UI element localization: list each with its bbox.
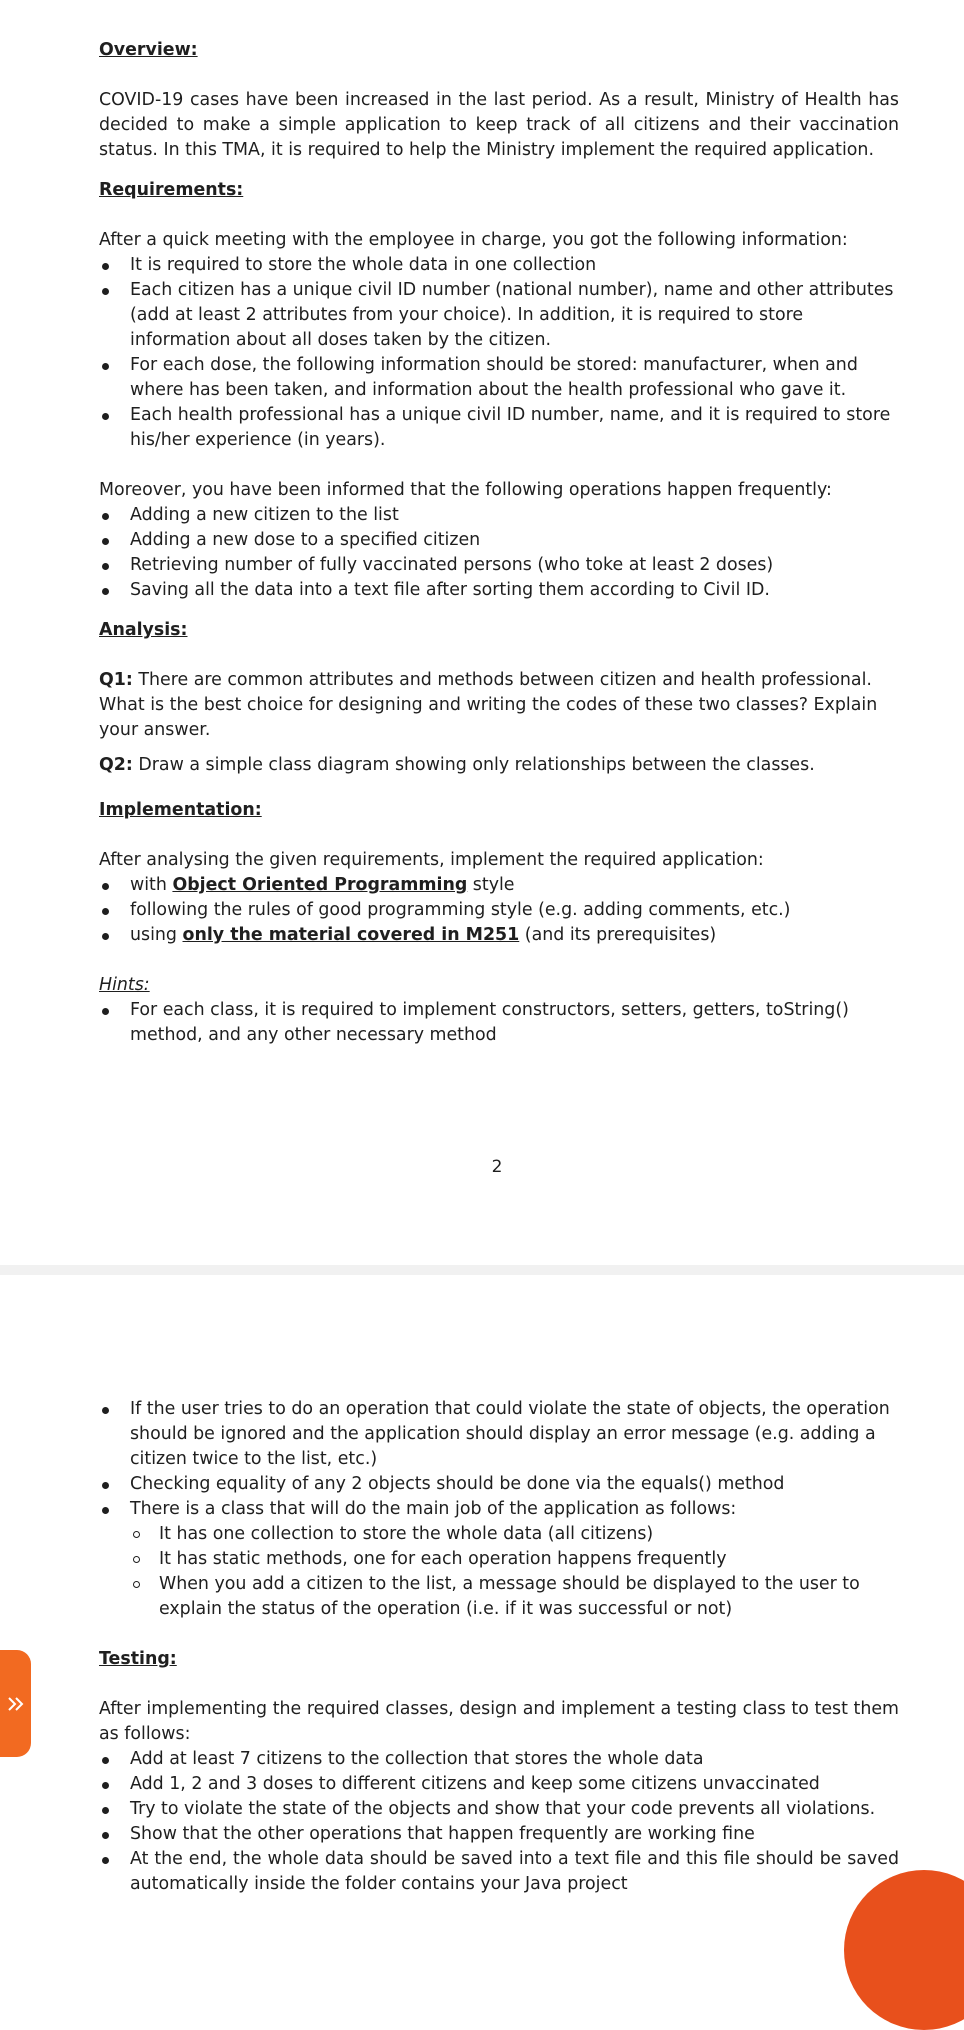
page-number: 2	[491, 1157, 503, 1177]
impl-item3-post: (and its prerequisites)	[519, 925, 717, 945]
implementation-intro: After analysing the given requirements, implement the required application:	[99, 850, 764, 870]
overview-heading: Overview:	[99, 40, 198, 60]
impl-item3-pre: using	[130, 925, 183, 945]
sub-list-item: It has one collection to store the whole data (all citizens)	[130, 1522, 899, 1547]
impl-item1-emphasis: Object Oriented Programming	[172, 875, 468, 895]
list-item: For each class, it is required to implement constructors, setters, getters, toString() method, and any other necessary method	[99, 998, 899, 1048]
impl-item3-emphasis: only the material covered in M251	[182, 925, 520, 945]
analysis-q2	[99, 753, 899, 778]
list-item: Add 1, 2 and 3 doses to different citizens and keep some citizens unvaccinated	[99, 1772, 899, 1797]
overview-text: COVID-19 cases have been increased in the last period. As a result, Ministry of Health has decided to make a simple application to keep track of all citizens and their vaccination status. In this TMA, it is required to help the Ministry implement the required application.	[99, 90, 899, 160]
list-item: Each citizen has a unique civil ID number (national number), name and other attributes (add at least 2 attributes from your choice). In addition, it is required to store information about all doses taken by the citizen.	[99, 278, 899, 353]
page-separator	[0, 1265, 964, 1275]
analysis-heading: Analysis:	[99, 620, 188, 640]
requirements-heading: Requirements:	[99, 180, 244, 200]
main-class-text: There is a class that will do the main job of the application as follows:	[130, 1499, 737, 1519]
operations-list	[99, 503, 899, 603]
list-item: Saving all the data into a text file after sorting them according to Civil ID.	[99, 578, 899, 603]
q2-text: Draw a simple class diagram showing only relationships between the classes.	[132, 755, 815, 775]
implementation-list	[99, 873, 899, 948]
list-item: Retrieving number of fully vaccinated persons (who toke at least 2 doses)	[99, 553, 899, 578]
testing-heading: Testing:	[99, 1649, 177, 1669]
list-item: For each dose, the following information should be stored: manufacturer, when and where has been taken, and information about the health professional who gave it.	[99, 353, 899, 403]
list-item: Try to violate the state of the objects and show that your code prevents all violations.	[99, 1797, 899, 1822]
operations-intro: Moreover, you have been informed that the following operations happen frequently:	[99, 480, 832, 500]
list-item: Adding a new dose to a specified citizen	[99, 528, 899, 553]
list-item	[99, 923, 899, 948]
hints-heading: Hints:	[99, 975, 150, 995]
double-chevron-right-icon	[7, 1696, 25, 1712]
sub-list-item: When you add a citizen to the list, a message should be displayed to the user to explain the status of the operation (i.e. if it was successful or not)	[130, 1572, 899, 1622]
requirements-intro: After a quick meeting with the employee in charge, you got the following information:	[99, 230, 848, 250]
sub-list-item: It has static methods, one for each operation happens frequently	[130, 1547, 899, 1572]
list-item: If the user tries to do an operation that could violate the state of objects, the operation should be ignored and the application should display an error message (e.g. adding a citizen twice to the list, etc.)	[99, 1397, 899, 1472]
testing-intro: After implementing the required classes, design and implement a testing class to test them as follows:	[99, 1699, 899, 1744]
page-1-content	[99, 38, 899, 1048]
list-item: Show that the other operations that happen frequently are working fine	[99, 1822, 899, 1847]
document-page-2	[0, 1275, 964, 1920]
list-item: Checking equality of any 2 objects should be done via the equals() method	[99, 1472, 899, 1497]
list-item	[99, 873, 899, 898]
q2-label: Q2:	[99, 755, 133, 775]
impl-item1-post: style	[467, 875, 515, 895]
hints-list	[99, 998, 899, 1048]
list-item: following the rules of good programming style (e.g. adding comments, etc.)	[99, 898, 899, 923]
analysis-q1	[99, 668, 899, 743]
q1-text: There are common attributes and methods between citizen and health professional. What is the best choice for designing and writing the codes of these two classes? Explain your answer.	[99, 670, 878, 740]
testing-list	[99, 1747, 899, 1897]
q1-label: Q1:	[99, 670, 133, 690]
impl-item1-pre: with	[130, 875, 173, 895]
implementation-heading: Implementation:	[99, 800, 262, 820]
list-item	[99, 1497, 899, 1622]
list-item: At the end, the whole data should be saved into a text file and this file should be saved automatically inside the folder contains your Java project	[99, 1847, 899, 1897]
list-item: Each health professional has a unique civil ID number, name, and it is required to store his/her experience (in years).	[99, 403, 899, 453]
main-class-sublist	[130, 1522, 899, 1622]
requirements-list	[99, 253, 899, 453]
list-item: Adding a new citizen to the list	[99, 503, 899, 528]
hints-continued-list	[99, 1397, 899, 1622]
list-item: Add at least 7 citizens to the collection that stores the whole data	[99, 1747, 899, 1772]
page-2-content	[99, 1397, 899, 1897]
list-item: It is required to store the whole data in one collection	[99, 253, 899, 278]
side-panel-tab[interactable]	[0, 1650, 31, 1757]
